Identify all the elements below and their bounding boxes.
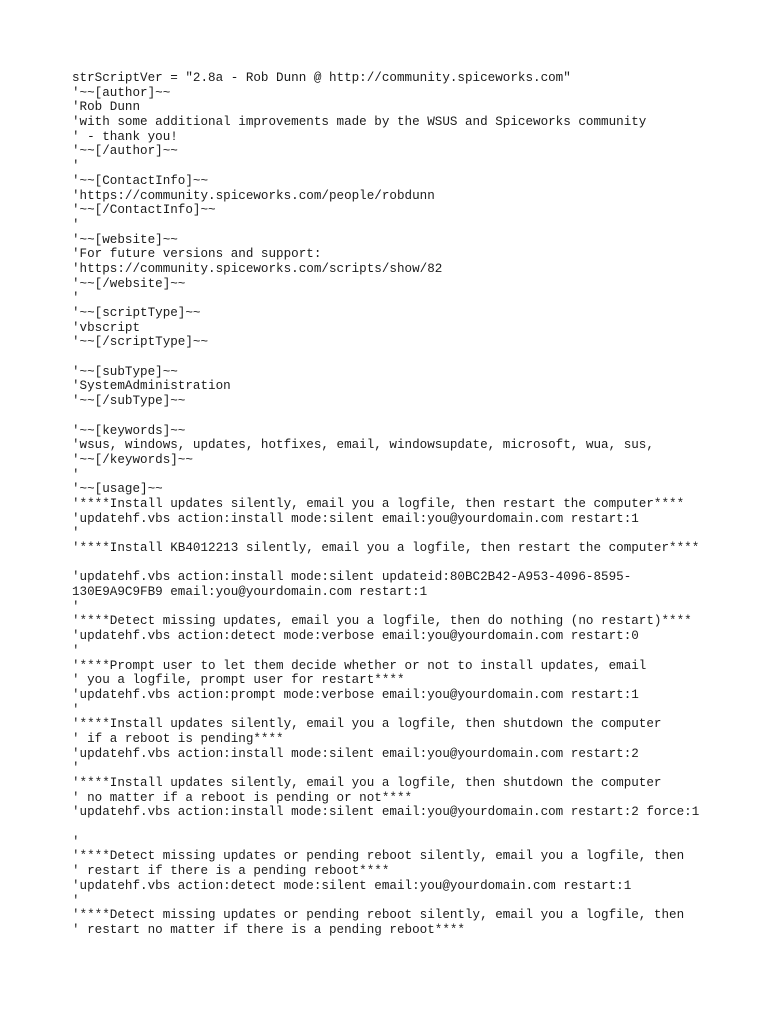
code-line: ' [72, 526, 80, 541]
code-line: 'https://community.spiceworks.com/people/robdunn [72, 188, 435, 203]
code-line: '~~[subType]~~ [72, 364, 178, 379]
code-line: '****Detect missing updates or pending reboot silently, email you a logfile, then [72, 908, 685, 923]
code-line [72, 556, 752, 571]
code-line: ' [72, 702, 80, 717]
code-line: 'with some additional improvements made by the WSUS and Spiceworks community [72, 115, 647, 130]
code-line: 'SystemAdministration [72, 379, 231, 394]
code-line [72, 350, 752, 365]
code-line: '~~[website]~~ [72, 232, 178, 247]
code-line: ' no matter if a reboot is pending or not**** [72, 790, 413, 805]
code-line: ' [72, 761, 80, 776]
code-line: 'https://community.spiceworks.com/scripts/show/82 [72, 261, 443, 276]
code-line: '~~[/scriptType]~~ [72, 335, 209, 350]
code-line: '****Install updates silently, email you a logfile, then shutdown the computer [72, 717, 662, 732]
code-line: '~~[keywords]~~ [72, 423, 186, 438]
code-line: '~~[/subType]~~ [72, 394, 186, 409]
code-line: '****Detect missing updates, email you a logfile, then do nothing (no restart)**** [72, 614, 692, 629]
code-line: 'updatehf.vbs action:detect mode:silent email:you@yourdomain.com restart:1 [72, 878, 632, 893]
code-line [72, 409, 752, 424]
code-line: '****Install updates silently, email you a logfile, then shutdown the computer [72, 776, 662, 790]
code-line [72, 820, 752, 835]
code-line: ' [72, 893, 80, 908]
code-line: 'updatehf.vbs action:install mode:silent updateid:80BC2B42-A953-4096-8595- [72, 570, 632, 585]
code-line: 'vbscript [72, 320, 141, 335]
code-line: '****Detect missing updates or pending reboot silently, email you a logfile, then [72, 849, 685, 864]
code-line: '~~[usage]~~ [72, 482, 163, 497]
code-line: ' if a reboot is pending**** [72, 731, 284, 746]
code-line: ' [72, 834, 80, 849]
code-line: '~~[/keywords]~~ [72, 452, 193, 467]
code-line: '~~[scriptType]~~ [72, 306, 201, 320]
code-line: '****Prompt user to let them decide whether or not to install updates, email [72, 658, 647, 673]
code-line: 'updatehf.vbs action:install mode:silent email:you@yourdomain.com restart:2 force:1 [72, 805, 700, 820]
code-line: '****Install KB4012213 silently, email you a logfile, then restart the computer**** [72, 541, 700, 555]
code-line: ' [72, 217, 80, 232]
code-line: 'updatehf.vbs action:install mode:silent email:you@yourdomain.com restart:2 [72, 746, 639, 761]
code-line: ' [72, 159, 80, 174]
code-line: ' restart no matter if there is a pending reboot**** [72, 922, 465, 937]
code-line: '~~[/ContactInfo]~~ [72, 203, 216, 218]
code-line: 130E9A9C9FB9 email:you@yourdomain.com restart:1 [72, 585, 428, 600]
code-line: '~~[/author]~~ [72, 144, 178, 159]
code-line: ' you a logfile, prompt user for restart**** [72, 673, 405, 688]
code-line: 'updatehf.vbs action:prompt mode:verbose email:you@yourdomain.com restart:1 [72, 687, 639, 702]
code-line: 'updatehf.vbs action:detect mode:verbose email:you@yourdomain.com restart:0 [72, 629, 639, 644]
code-line: '~~[author]~~ [72, 85, 171, 100]
code-line: ' [72, 643, 80, 658]
code-line: strScriptVer = "2.8a - Rob Dunn @ http://community.spiceworks.com" [72, 71, 571, 85]
code-line: 'Rob Dunn [72, 100, 141, 115]
code-line: 'wsus, windows, updates, hotfixes, email, windowsupdate, microsoft, wua, sus, [72, 438, 654, 453]
code-line: 'updatehf.vbs action:install mode:silent email:you@yourdomain.com restart:1 [72, 511, 639, 526]
code-line: ' [72, 599, 80, 614]
script-text-block [72, 71, 752, 938]
code-line: ' - thank you! [72, 129, 178, 144]
code-line: ' [72, 467, 80, 482]
code-line: '~~[ContactInfo]~~ [72, 173, 209, 188]
code-line: '~~[/website]~~ [72, 276, 186, 291]
code-line: 'For future versions and support: [72, 247, 322, 262]
code-line: '****Install updates silently, email you a logfile, then restart the computer**** [72, 496, 685, 511]
code-line: ' restart if there is a pending reboot**** [72, 864, 390, 879]
code-line: ' [72, 291, 80, 306]
